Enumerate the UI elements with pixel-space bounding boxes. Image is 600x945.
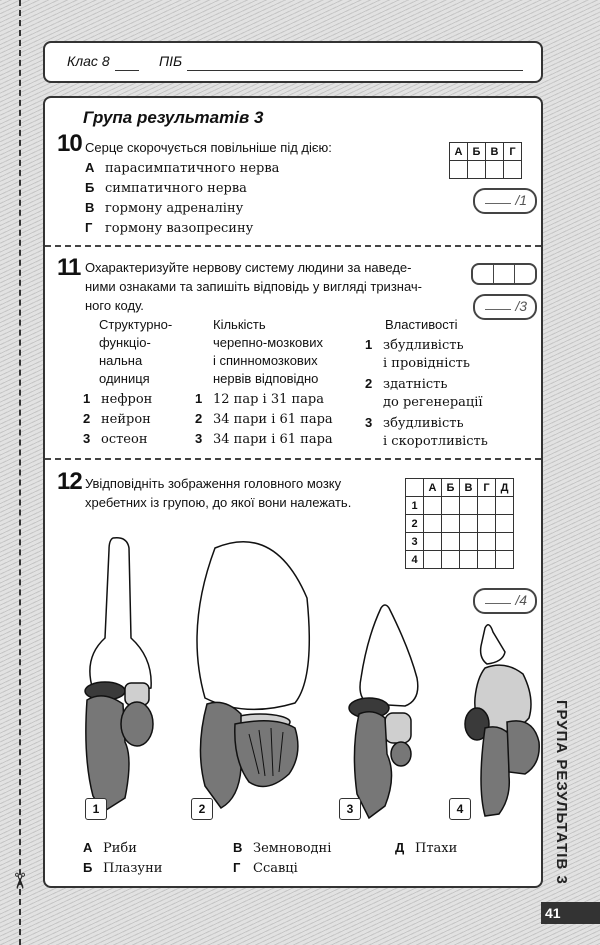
q12-text-1: Увідповідніть зображення головного мозку [85,476,342,491]
q11-col1-item: 2 нейрон [83,411,151,427]
scissors-icon: ✂ [7,871,33,891]
q12-cell[interactable] [478,497,496,515]
q12-option-a: А Риби [83,840,137,856]
q11-answer-box[interactable] [471,263,537,285]
q10-number: 10 [57,130,82,157]
brain-3-drawing [349,605,418,818]
divider [45,458,541,460]
q12-option-c: В Земноводні [233,840,332,856]
q12-text-2: хребетних із групою, до якої вони належать. [85,495,352,510]
image-label-3: 3 [339,798,361,820]
q12-row-head: 2 [406,515,424,533]
q12-row-head: 4 [406,551,424,569]
section-title: Група результатів 3 [83,108,264,127]
q12-option-b: Б Плазуни [83,860,163,876]
brain-illustrations [45,528,541,828]
q12-col-head: Г [478,479,496,497]
q10-answer-grid [449,142,522,179]
cut-line [19,0,21,945]
q11-text-2: ними ознаками та запишіть відповідь у вигляді тризнач- [85,279,423,294]
q11-col3-item: 2 здатність до регенерації [365,376,483,410]
image-label-4: 4 [449,798,471,820]
q11-score: /3 [473,294,537,320]
q11-col1-header: Структурно- функціо- нальна одиниця [99,317,173,386]
q11-number: 11 [57,254,81,281]
q12-col-head: Б [442,479,460,497]
q10-option-c: В гормону адреналіну [85,200,244,216]
q10-head-b: Б [468,143,486,161]
q11-col2-item: 3 34 пари і 61 пара [195,431,333,447]
side-section-label: ГРУПА РЕЗУЛЬТАТІВ 3 [553,700,570,885]
q12-option-d: Г Ссавці [233,860,298,876]
q10-cell[interactable] [450,161,468,179]
q11-col2-header: Кількість черепно-мозкових і спинномозкових нервів відповідно [213,317,323,386]
q10-head-d: Г [504,143,522,161]
q12-col-head: А [424,479,442,497]
q10-option-d: Г гормону вазопресину [85,220,254,236]
brain-2-drawing [197,542,309,808]
q12-col-head: В [460,479,478,497]
divider [45,245,541,247]
q11-col3-item: 3 збудливість і скоротливість [365,415,488,449]
q10-option-b: Б симпатичного нерва [85,180,247,196]
q12-option-e: Д Птахи [395,840,458,856]
q10-cell[interactable] [486,161,504,179]
q12-number: 12 [57,468,82,495]
q11-text-3: ного коду. [85,298,144,313]
q11-col2-item: 1 12 пар і 31 пара [195,391,324,407]
name-line[interactable] [187,70,523,71]
q12-cell[interactable] [496,497,514,515]
q12-score: /4 [473,588,537,614]
worksheet-card [43,96,543,888]
q10-score: /1 [473,188,537,214]
q10-option-a: А парасимпатичного нерва [85,160,280,176]
q10-cell[interactable] [468,161,486,179]
q12-cell[interactable] [442,497,460,515]
grid-corner [406,479,424,497]
student-header [43,41,543,83]
image-label-2: 2 [191,798,213,820]
q12-cell[interactable] [424,497,442,515]
q12-col-head: Д [496,479,514,497]
q12-cell[interactable] [460,497,478,515]
brain-4-drawing [465,625,539,816]
q11-col3-item: 1 збудливість і провідність [365,337,470,371]
q11-col2-item: 2 34 пари і 61 пара [195,411,333,427]
q10-text: Серце скорочується повільніше під дією: [85,140,332,155]
q11-text-1: Охарактеризуйте нервову систему людини за наведе- [85,260,412,275]
q11-col3-header: Властивості [385,317,458,332]
name-label: ПІБ [159,53,183,69]
q12-row-head: 1 [406,497,424,515]
q11-col1-item: 1 нефрон [83,391,153,407]
q12-row-head: 3 [406,533,424,551]
q11-col1-item: 3 остеон [83,431,148,447]
class-label: Клас 8 [67,53,110,69]
class-line[interactable] [115,70,139,71]
brain-1-drawing [85,538,153,812]
image-label-1: 1 [85,798,107,820]
page-number: 41 [541,902,600,924]
q10-cell[interactable] [504,161,522,179]
q10-head-a: А [450,143,468,161]
q10-head-c: В [486,143,504,161]
